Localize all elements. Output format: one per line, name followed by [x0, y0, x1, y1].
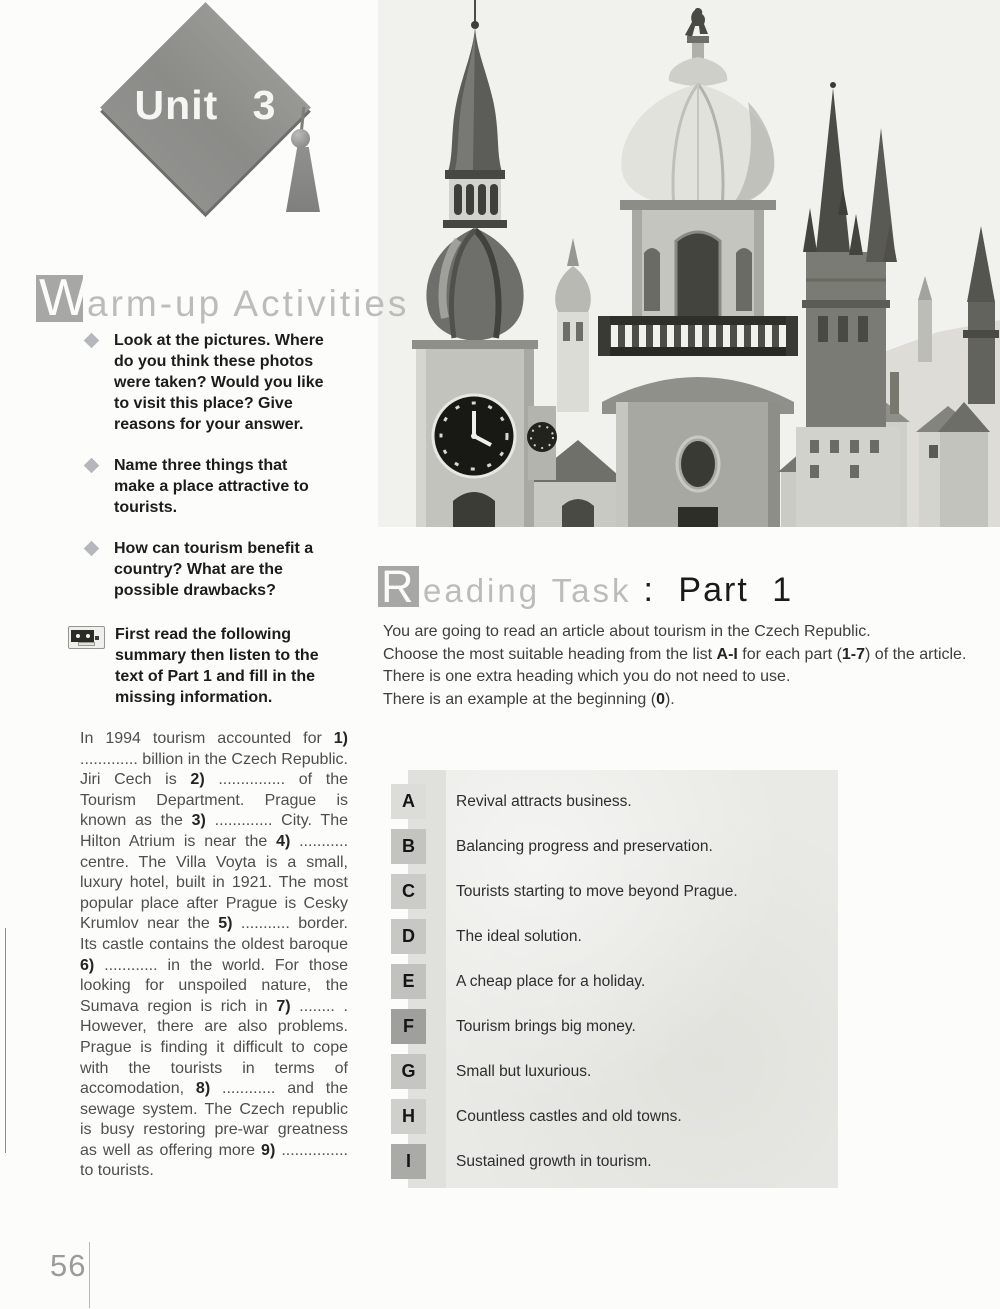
warmup-title-text: arm-up Activities: [87, 283, 410, 324]
heading-letter: G: [401, 1061, 416, 1081]
cassette-label-area: [71, 630, 94, 642]
page-number: 56: [50, 1248, 87, 1283]
warmup-title-initial: W: [39, 269, 89, 327]
diamond-bullet-icon: [84, 458, 100, 474]
warmup-bullet-item: [84, 455, 330, 518]
heading-option-text: Small but luxurious.: [456, 1062, 592, 1080]
heading-letter: A: [402, 791, 415, 811]
heading-option-text: Balancing progress and preservation.: [456, 837, 713, 855]
heading-letter-box: [391, 829, 426, 864]
tassel-icon: [286, 147, 320, 212]
diamond-bullet-icon: [84, 541, 100, 557]
heading-letter-box: [391, 964, 426, 999]
heading-letter: D: [402, 926, 415, 946]
warmup-bullet-list: [84, 330, 330, 621]
heading-option-text: Tourism brings big money.: [456, 1017, 636, 1035]
cassette-icon: [68, 626, 105, 649]
heading-letter: I: [405, 1151, 411, 1171]
heading-letter: H: [402, 1106, 415, 1126]
page-number-rule: [89, 1242, 90, 1308]
warmup-bullet-text: Name three things that make a place attractive to tourists.: [114, 457, 309, 516]
heading-option-text: Tourists starting to move beyond Prague.: [456, 882, 738, 900]
title-initial-box: [378, 561, 419, 612]
heading-letter-box: [391, 1054, 426, 1089]
reading-title-text: eading Task: [423, 572, 632, 609]
heading-option-row: [402, 869, 838, 914]
prague-towers-photo: [378, 0, 1000, 527]
reading-task-title: [378, 561, 794, 612]
unit-badge: [0, 0, 360, 230]
heading-option-text: Sustained growth in tourism.: [456, 1152, 652, 1170]
title-initial-box: [36, 269, 89, 327]
headings-panel: [401, 770, 838, 1188]
unit-badge-label: Unit 3: [134, 82, 277, 128]
listening-task-text: First read the following summary then listen to the text of Part 1 and fill in the missing information.: [115, 626, 319, 706]
heading-option-row: [405, 1139, 838, 1184]
cassette-base: [78, 642, 95, 646]
cassette-dot: [95, 636, 99, 640]
heading-letter: C: [402, 881, 415, 901]
heading-letter-box: [391, 784, 426, 819]
heading-option-text: Revival attracts business.: [456, 792, 632, 810]
reading-instructions: You are going to read an article about tourism in the Czech Republic. Choose the most suitable heading from the list A-I for each part (1-7) of the article. There is one extra heading which you do not need to use. There is an example at the beginning (0).: [383, 623, 967, 708]
heading-option-row: [402, 959, 838, 1004]
warmup-bullet-item: [84, 330, 330, 435]
summary-paragraph: In 1994 tourism accounted for 1) ............. billion in the Czech Republic. Jiri Cech is 2) ............... of the Tourism Department. Prague is known as the 3) ............. City. The Hilton Atrium is near the 4) ........... centre. The Villa Voyta is a small, luxury hotel, built in 1921. The most popular place after Prague is Cesky Krumlov near the 5) ........... border. Its castle contains the oldest baroque 6) ............ in the world. For those looking for unspoiled nature, the Sumava region is rich in 7) ........ . However, there are also problems. Prague is finding it difficult to cope with the tourists in terms of accomodation, 8) ............ and the sewage system. The Czech republic is busy restoring pre-war greatness as well as offering more 9) ............... to tourists.: [80, 730, 349, 1180]
heading-option-row: [402, 1094, 838, 1139]
heading-option-row: [403, 1004, 838, 1049]
tassel-knob: [291, 129, 310, 148]
heading-option-text: The ideal solution.: [456, 927, 582, 945]
heading-option-text: A cheap place for a holiday.: [456, 972, 646, 990]
heading-option-row: [401, 1049, 838, 1094]
diamond-bullet-icon: [84, 333, 100, 349]
heading-option-row: [402, 779, 838, 824]
reading-title-part: : Part 1: [643, 571, 794, 609]
heading-letter-box: [391, 874, 426, 909]
heading-letter-box: [391, 1099, 426, 1134]
heading-letter-box: [391, 1009, 426, 1044]
reading-title-initial: R: [381, 561, 414, 612]
heading-letter-box: [391, 1144, 426, 1179]
warmup-bullet-text: Look at the pictures. Where do you think these photos were taken? Would you like to visit this place? Give reasons for your answer.: [114, 332, 324, 433]
warmup-title: [36, 269, 410, 327]
heading-option-row: [402, 824, 838, 869]
heading-letter: F: [403, 1016, 414, 1036]
page-edge-line: [5, 928, 6, 1153]
cassette-reel-icon: [76, 634, 80, 638]
headings-list: [401, 770, 838, 1184]
cassette-reel-icon: [86, 634, 90, 638]
heading-letter-box: [391, 919, 426, 954]
heading-letter: B: [402, 836, 415, 856]
listening-task: [68, 624, 330, 708]
warmup-bullet-text: How can tourism benefit a country? What are the possible drawbacks?: [114, 540, 314, 599]
heading-option-row: [402, 914, 838, 959]
warmup-bullet-item: [84, 538, 330, 601]
heading-letter: E: [402, 971, 415, 991]
heading-option-text: Countless castles and old towns.: [456, 1107, 682, 1125]
